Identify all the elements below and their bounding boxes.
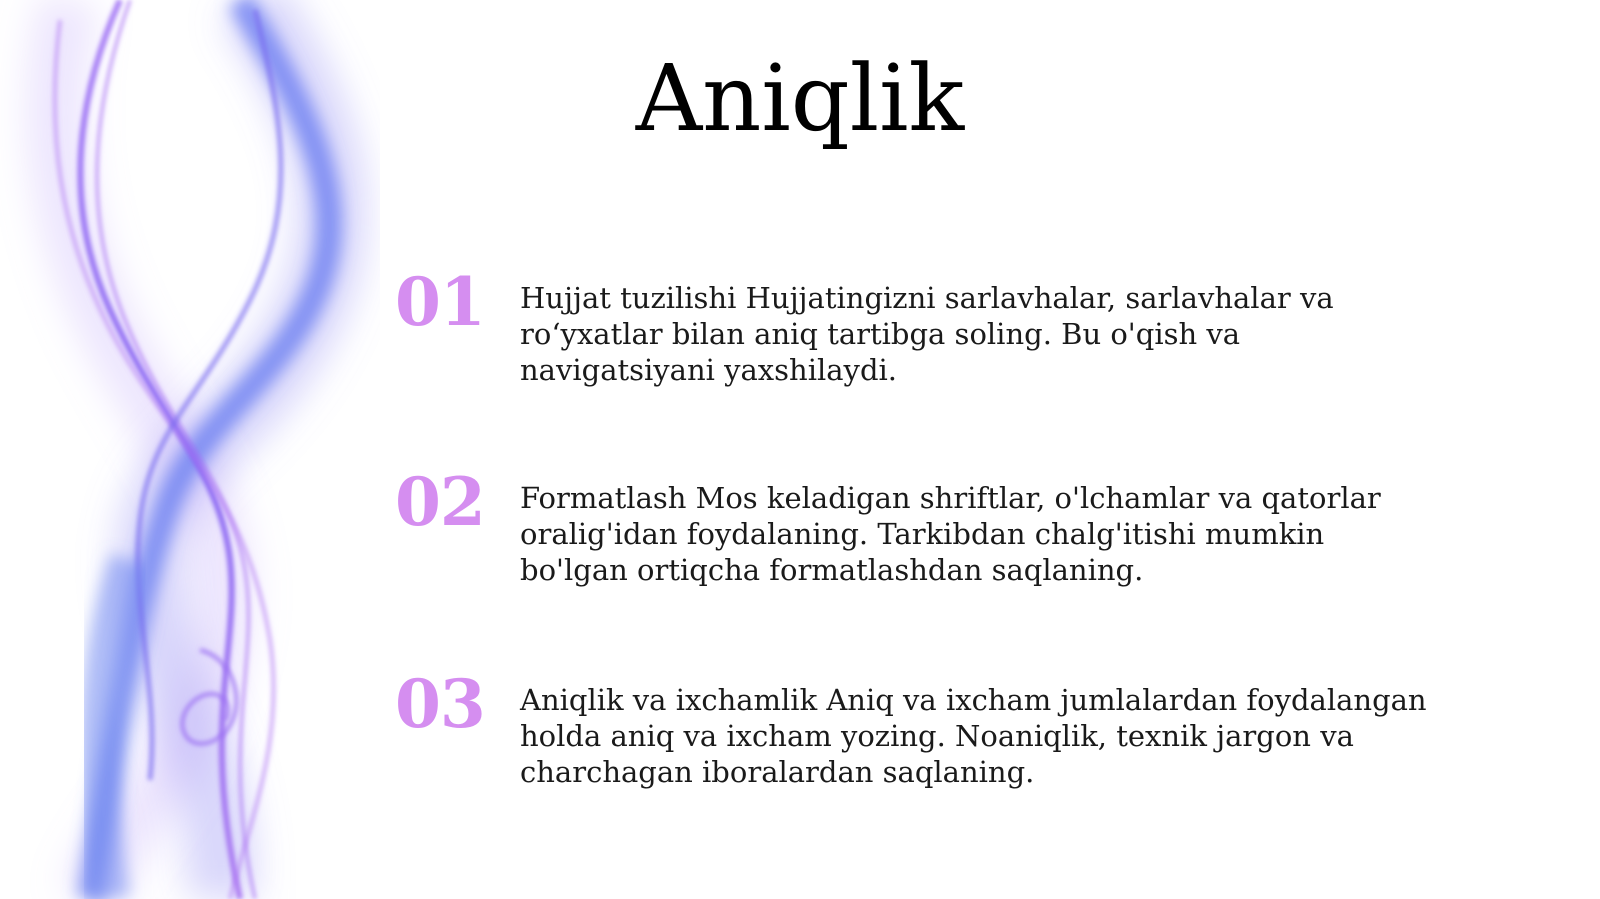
- item-text: Aniqlik va ixchamlik Aniq va ixcham jumlalardan foydalangan holda aniq va ixcham yozing. Noaniqlik, texnik jargon va charchagan iboralardan saqlaning.: [520, 683, 1427, 789]
- slide-title: Aniqlik: [635, 45, 965, 152]
- item-number: 01: [395, 263, 485, 341]
- item-text: Formatlash Mos keladigan shriftlar, o'lchamlar va qatorlar oralig'idan foydalaning. Tarkibdan chalg'itishi mumkin bo'lgan ortiqcha formatlashdan saqlaning.: [520, 481, 1381, 587]
- item-number: 02: [395, 463, 485, 541]
- item-number: 03: [395, 665, 485, 743]
- item-text: Hujjat tuzilishi Hujjatingizni sarlavhalar, sarlavhalar va ro‘yxatlar bilan aniq tartibga soling. Bu o'qish va navigatsiyani yaxshilaydi.: [520, 281, 1334, 387]
